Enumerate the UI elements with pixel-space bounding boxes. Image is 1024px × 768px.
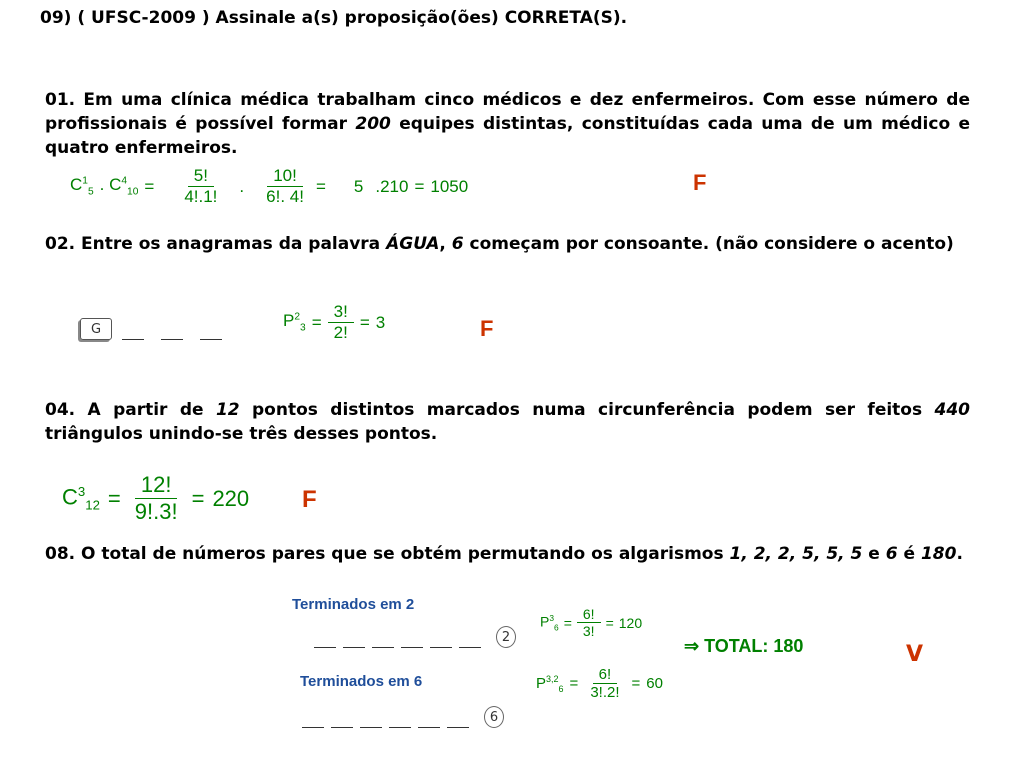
consonant-box: G (80, 318, 112, 340)
calc-01: $C^1_5$ . $C^4_{10}$ = $\frac{5!}{4!.1!}$ . $\frac{10!}{6!. 4!}$ = 5 .210 = 1050 (70, 166, 469, 206)
slots-term-2 (314, 626, 516, 648)
last-digit-6: 6 (484, 706, 504, 728)
verdict-04: F (302, 486, 317, 513)
calc-term-6: P$^{3,2}_6$ = $\frac{6!}{3!.2!}$ = 60 (536, 666, 663, 701)
verdict-02: F (480, 316, 494, 341)
verdict-01: F (693, 170, 707, 195)
total-result: ⇒ TOTAL: 180 (684, 636, 804, 656)
proposition-01: 01. Em uma clínica médica trabalham cinco médicos e dez enfermeiros. Com esse número de profissionais é possível formar 200 equipes distintas, constituídas cada uma de um médico e quatro enfermeiros. (45, 90, 970, 158)
label-terminados-6: Terminados em 6 (300, 673, 423, 690)
calc-04: $C^3_{12}$ = $\frac{12!}{9!.3!}$ = 220 (62, 472, 250, 524)
calc-term-2: $P^3_6$ = $\frac{6!}{3!}$ = 120 (540, 606, 643, 639)
verdict-08: V (906, 642, 924, 667)
proposition-04: 04. A partir de 12 pontos distintos marcados numa circunferência podem ser feitos 440 triângulos unindo-se três desses pontos. (45, 400, 970, 444)
proposition-02: 02. Entre os anagramas da palavra ÁGUA, 6 começam por consoante. (não considere o acento) (45, 234, 954, 254)
label-terminados-2: Terminados em 2 (292, 596, 415, 613)
slots-term-6 (302, 706, 504, 728)
question-header: 09) ( UFSC-2009 ) Assinale a(s) proposição(ões) CORRETA(S). (40, 8, 628, 28)
calc-02: $P^2_3$ = $\frac{3!}{2!}$ = 3 (283, 302, 386, 342)
anagram-slots (80, 318, 229, 340)
proposition-08: 08. O total de números pares que se obtém permutando os algarismos 1, 2, 2, 5, 5, 5 e 6 é 180. (45, 544, 963, 564)
last-digit-2: 2 (496, 626, 516, 648)
